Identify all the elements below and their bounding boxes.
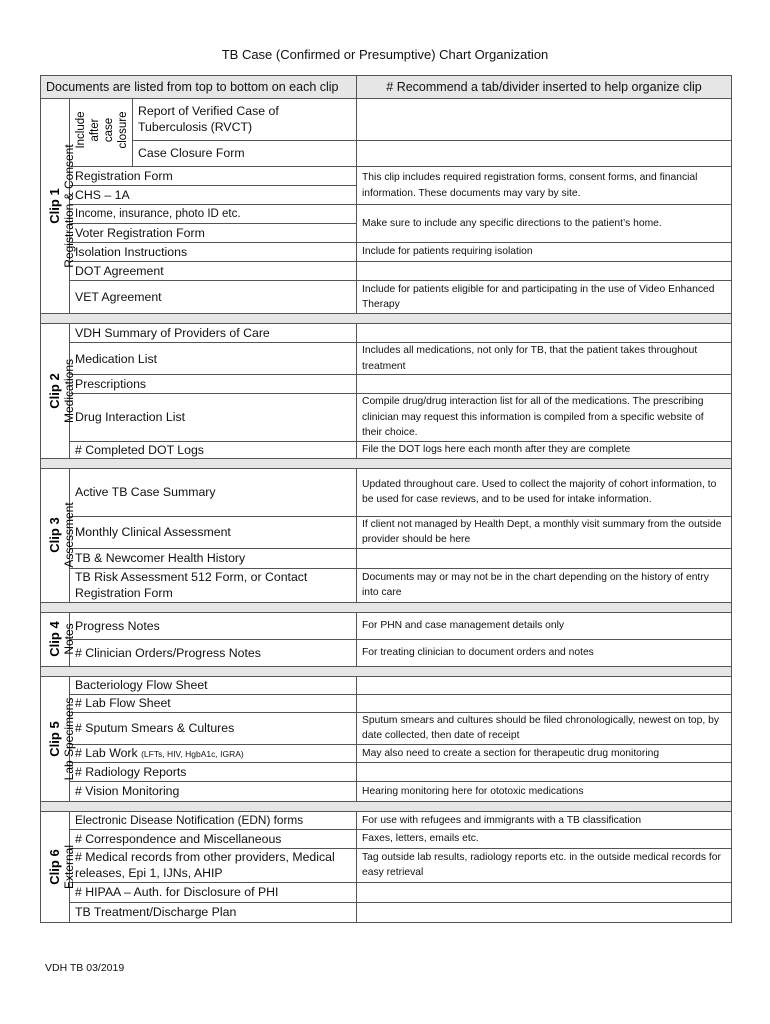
- clip3-vertical-label: [41, 469, 76, 602]
- clip5-doc-labwork: [70, 745, 357, 763]
- clip2-note-druginteraction: Compile drug/drug interaction list for all of the medications. The prescribing clinician may request this information is compiled from a specific website of their choice.: [357, 394, 732, 442]
- clip4-label: Clip 4: [47, 620, 62, 657]
- table-row: [41, 639, 732, 666]
- table-row: [41, 676, 732, 694]
- clip3-sub: Assessment: [62, 501, 76, 568]
- clip3-doc-riskassessment: TB Risk Assessment 512 Form, or Contact Registration Form: [70, 568, 357, 602]
- clip1-label-cell: [41, 99, 76, 314]
- clip2-doc-vdh: VDH Summary of Providers of Care: [70, 324, 357, 343]
- clip6-doc-hipaa: # HIPAA – Auth. for Disclosure of PHI: [70, 883, 357, 903]
- clip6-sub: External: [62, 844, 76, 889]
- clip-separator: [41, 458, 732, 468]
- clip5-doc-bacteriology: Bacteriology Flow Sheet: [70, 676, 357, 694]
- clip2-note-medlist: Includes all medications, not only for TB, that the patient takes throughout treatment: [357, 343, 732, 375]
- clip2-sub: Medications: [62, 358, 76, 423]
- table-row: [41, 763, 732, 782]
- table-row: [41, 205, 732, 224]
- clip2-doc-dotlogs: # Completed DOT Logs: [70, 441, 357, 458]
- clip6-note-correspondence: Faxes, letters, emails etc.: [357, 830, 732, 849]
- table-row: [41, 99, 732, 141]
- clip6-doc-discharge: TB Treatment/Discharge Plan: [70, 902, 357, 922]
- clip2-doc-druginteraction: Drug Interaction List: [70, 394, 357, 442]
- table-header-row: [41, 76, 732, 99]
- table-row: [41, 568, 732, 602]
- clip1-doc-registration: Registration Form: [70, 167, 357, 186]
- clip1-vertical-label: [41, 99, 76, 313]
- clip5-vertical-label: [41, 677, 76, 801]
- clip2-label: Clip 2: [47, 373, 62, 409]
- clip5-sub: Lab Specimens: [62, 697, 76, 780]
- table-row: [41, 441, 732, 458]
- include-after-closure-label: [70, 99, 133, 161]
- clip5-doc-radiology: # Radiology Reports: [70, 763, 357, 782]
- clip1-note-vet: Include for patients eligible for and participating in the use of Video Enhanced Therapy: [357, 281, 732, 314]
- clip1-doc-chs: CHS – 1A: [70, 186, 357, 205]
- clip6-doc-medrecords: # Medical records from other providers, Medical releases, Epi 1, IJNs, AHIP: [70, 848, 357, 882]
- table-row: [41, 281, 732, 314]
- clip-separator: [41, 602, 732, 612]
- clip6-label: Clip 6: [47, 848, 62, 885]
- clip1-doc-income: Income, insurance, photo ID etc.: [70, 205, 357, 224]
- footer-code: VDH TB 03/2019: [45, 962, 125, 974]
- clip5-doc-vision: # Vision Monitoring: [70, 782, 357, 801]
- clip1-label: Clip 1: [47, 188, 62, 224]
- table-row: [41, 694, 732, 712]
- clip5-label: Clip 5: [47, 720, 62, 757]
- table-row: [41, 468, 732, 516]
- clip6-doc-correspondence: # Correspondence and Miscellaneous: [70, 830, 357, 849]
- table-row: [41, 811, 732, 830]
- clip5-note-bacteriology: [357, 676, 732, 694]
- clip2-vertical-label: [41, 327, 76, 455]
- clip4-label-cell: [41, 612, 76, 666]
- clip6-note-edn: For use with refugees and immigrants with a TB classification: [357, 811, 732, 830]
- clip5-note-vision: Hearing monitoring here for ototoxic medications: [357, 782, 732, 801]
- clip3-label: Clip 3: [47, 516, 62, 553]
- clip5-doc-labwork-text: # Lab Work: [75, 746, 138, 761]
- clip1-sub: Registration & Consent: [62, 144, 76, 268]
- table-row: [41, 902, 732, 922]
- clip2-note-prescriptions: [357, 375, 732, 394]
- clip2-label-cell: [41, 324, 76, 459]
- clip1-note-dot: [357, 262, 732, 281]
- clip1-note-rvct: [357, 99, 732, 141]
- clip4-doc-clinician: # Clinician Orders/Progress Notes: [70, 639, 357, 666]
- table-row: [41, 612, 732, 639]
- clip6-note-hipaa: [357, 883, 732, 903]
- clip4-note-progress: For PHN and case management details only: [357, 612, 732, 639]
- clip4-doc-progress: Progress Notes: [70, 612, 357, 639]
- table-row: [41, 883, 732, 903]
- table-row: [41, 375, 732, 394]
- clip4-sub: Notes: [62, 622, 76, 655]
- clip1-note-closure: [357, 140, 732, 166]
- clip5-note-labwork: May also need to create a section for therapeutic drug monitoring: [357, 745, 732, 763]
- clip2-doc-medlist: Medication List: [70, 343, 357, 375]
- include-line-4: closure: [117, 111, 129, 149]
- clip1-doc-dot: DOT Agreement: [70, 262, 357, 281]
- table-row: [41, 167, 732, 186]
- clip6-note-medrecords: Tag outside lab results, radiology reports etc. in the outside medical records for easy retrieval: [357, 848, 732, 882]
- clip2-note-vdh: [357, 324, 732, 343]
- clip1-group-note-b: Make sure to include any specific directions to the patient’s home.: [357, 205, 732, 243]
- include-after-closure-cell: [70, 99, 133, 167]
- page-title: TB Case (Confirmed or Presumptive) Chart Organization: [221, 47, 549, 62]
- clip2-note-dotlogs: File the DOT logs here each month after they are complete: [357, 441, 732, 458]
- clip3-label-cell: [41, 468, 76, 602]
- clip3-doc-newcomer: TB & Newcomer Health History: [70, 549, 357, 568]
- table-row: [41, 782, 732, 801]
- clip4-note-clinician: For treating clinician to document orders and notes: [357, 639, 732, 666]
- table-row: [41, 549, 732, 568]
- clip-separator: [41, 666, 732, 676]
- clip6-vertical-label: [41, 812, 76, 922]
- table-row: [41, 848, 732, 882]
- table-row: [41, 712, 732, 744]
- clip5-note-radiology: [357, 763, 732, 782]
- include-line-2: after: [89, 118, 101, 142]
- clip1-doc-vet: VET Agreement: [70, 281, 357, 314]
- table-row: [41, 262, 732, 281]
- table-row: [41, 516, 732, 549]
- clip3-doc-monthly: Monthly Clinical Assessment: [70, 516, 357, 549]
- table-row: [41, 394, 732, 442]
- clip4-vertical-label: [41, 613, 76, 666]
- clip1-doc-rvct: Report of Verified Case of Tuberculosis (RVCT): [133, 99, 357, 141]
- clip3-note-summary: Updated throughout care. Used to collect the majority of cohort information, to be used for case reviews, and to be used for intake information.: [357, 468, 732, 516]
- clip2-doc-prescriptions: Prescriptions: [70, 375, 357, 394]
- table-row: [41, 243, 732, 262]
- table-row: [41, 745, 732, 763]
- clip6-note-discharge: [357, 902, 732, 922]
- table-row: [41, 830, 732, 849]
- clip6-label-cell: [41, 811, 76, 922]
- clip5-doc-labflow: # Lab Flow Sheet: [70, 694, 357, 712]
- table-row: [41, 140, 732, 166]
- header-right: # Recommend a tab/divider inserted to help organize clip: [357, 76, 732, 99]
- table-row: [41, 343, 732, 375]
- clip1-group-note-a: This clip includes required registration forms, consent forms, and financial information. These documents may vary by site.: [357, 167, 732, 205]
- clip5-doc-sputum: # Sputum Smears & Cultures: [70, 712, 357, 744]
- chart-organization-table: [40, 75, 732, 923]
- clip1-doc-voter: Voter Registration Form: [70, 224, 357, 243]
- include-line-3: case: [103, 117, 115, 143]
- table-row: [41, 324, 732, 343]
- clip3-note-monthly: If client not managed by Health Dept, a monthly visit summary from the outside provider should be here: [357, 516, 732, 549]
- clip1-doc-isolation: Isolation Instructions: [70, 243, 357, 262]
- include-line-1: Include: [75, 111, 87, 149]
- clip1-doc-closure: Case Closure Form: [133, 140, 357, 166]
- clip-separator: [41, 314, 732, 324]
- clip5-doc-labwork-detail: (LFTs, HIV, HgbA1c, IGRA): [141, 749, 244, 760]
- clip3-note-newcomer: [357, 549, 732, 568]
- clip5-note-labflow: [357, 694, 732, 712]
- clip5-note-sputum: Sputum smears and cultures should be filed chronologically, newest on top, by date collected, then date of receipt: [357, 712, 732, 744]
- clip-separator: [41, 801, 732, 811]
- header-left: Documents are listed from top to bottom on each clip: [41, 76, 357, 99]
- clip6-doc-edn: Electronic Disease Notification (EDN) forms: [70, 811, 357, 830]
- clip3-note-riskassessment: Documents may or may not be in the chart depending on the history of entry into care: [357, 568, 732, 602]
- clip5-label-cell: [41, 676, 76, 801]
- clip3-doc-summary: Active TB Case Summary: [70, 468, 357, 516]
- clip1-note-isolation: Include for patients requiring isolation: [357, 243, 732, 262]
